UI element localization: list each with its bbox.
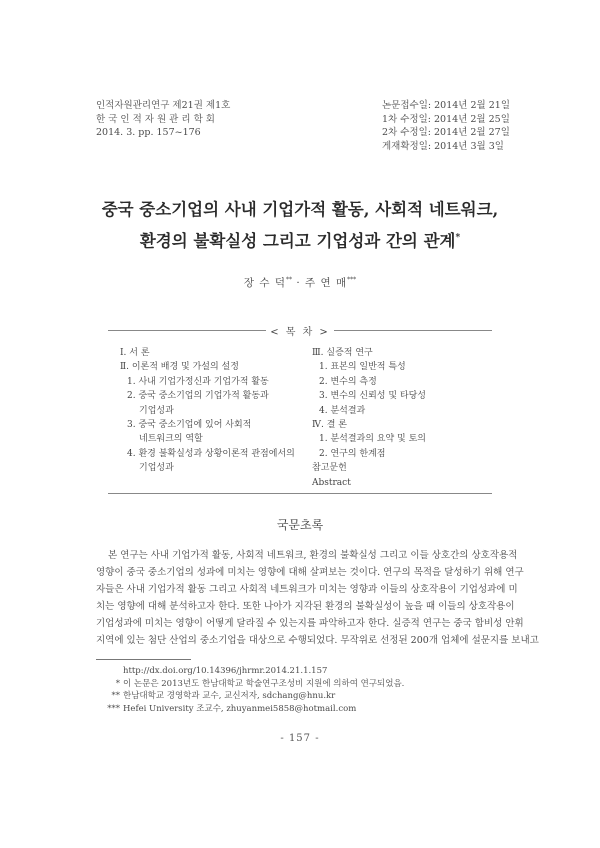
- abstract-line: 자들은 사내 기업가적 활동 그리고 사회적 네트워크가 미치는 영향과 이들의 상호작용이 기업성과에 미: [96, 584, 518, 595]
- date-row: [382, 113, 510, 127]
- toc-item: 3. 변수의 신뢰성 및 타당성: [319, 391, 426, 402]
- abstract-line: 본 연구는 사내 기업가적 활동, 사회적 네트워크, 환경의 불확실성 그리고 이들 상호간의 상호작용적: [108, 550, 518, 561]
- toc-item: 2. 연구의 한계점: [319, 448, 386, 459]
- abstract-line: 기업성과에 미치는 영향이 어떻게 달라질 수 있는지를 파악하고자 한다. 실증적 연구는 중국 합비성 안휘: [96, 618, 524, 629]
- toc-item: 기업성과: [139, 405, 174, 416]
- journal-name: 인적자원관리연구 제21권 제1호: [96, 100, 231, 111]
- toc-left-column: [120, 346, 310, 476]
- footnote-author-2: [96, 703, 404, 716]
- toc-item: 1. 분석결과의 요약 및 토의: [319, 434, 426, 445]
- journal-info: [96, 99, 230, 140]
- toc-item: 기업성과: [139, 463, 174, 474]
- toc-item: Abstract: [312, 477, 351, 488]
- date-value: 2014년 3월 3일: [434, 140, 504, 152]
- footnote-mark: *: [115, 678, 120, 689]
- toc-item: 3. 중국 중소기업에 있어 사회적: [127, 420, 252, 431]
- toc-item: Ⅰ. 서 론: [120, 348, 150, 358]
- toc-item: 4. 환경 불확실성과 상황이론적 관점에서의: [127, 448, 295, 459]
- title-footnote-mark: *: [455, 233, 461, 243]
- abstract-heading: 국문초록: [276, 518, 324, 532]
- date-label: 2차 수정일:: [382, 127, 431, 138]
- abstract-line: 치는 영향에 대해 분석하고자 한다. 또한 나아가 지각된 환경의 불확실성이 높을 때 이들의 상호작용이: [96, 601, 515, 612]
- toc-item: Ⅲ. 실증적 연구: [312, 348, 373, 358]
- toc-item: Ⅳ. 결 론: [312, 420, 347, 431]
- date-row: [382, 140, 510, 154]
- footnote-funding: [96, 678, 404, 691]
- footnote-mark: ***: [107, 703, 120, 714]
- date-label: 1차 수정일:: [382, 113, 431, 125]
- issue-pages: 2014. 3. pp. 157~176: [96, 127, 201, 138]
- toc-item: 1. 사내 기업가정신과 기업가적 활동: [127, 376, 269, 387]
- toc-heading: < 목 차 >: [266, 323, 334, 338]
- title-line-2: 환경의 불확실성 그리고 기업성과 간의 관계*: [139, 231, 461, 251]
- abstract-line: 지역에 있는 첨단 산업의 중소기업을 대상으로 수행되었다. 무작위로 선정된 200개 업체에 설문지를 보내고: [96, 635, 539, 646]
- toc-item: 1. 표본의 일반적 특성: [319, 362, 406, 373]
- footnotes: [96, 665, 404, 715]
- date-value: 2014년 2월 21일: [434, 100, 511, 111]
- date-row: [382, 126, 510, 140]
- footnote-mark: **: [111, 691, 120, 701]
- page-number: - 157 -: [280, 733, 320, 744]
- society-name: 한 국 인 적 자 원 관 리 학 회: [96, 113, 215, 125]
- author-2: 주 연 매: [305, 277, 348, 289]
- date-row: [382, 99, 510, 113]
- footnote-text: 한남대학교 경영학과 교수, 교신저자, sdchang@hnu.kr: [123, 691, 336, 701]
- toc-item: Ⅱ. 이론적 배경 및 가설의 설정: [120, 362, 239, 373]
- abstract-line: 영향이 중국 중소기업의 성과에 미치는 영향에 대해 살펴보는 것이다. 연구의 목적을 달성하기 위해 연구: [96, 567, 524, 578]
- footnote-text: Hefei University 조교수, zhuyanmei5858@hotmail.com: [123, 703, 357, 714]
- title-line-1: 중국 중소기업의 사내 기업가적 활동, 사회적 네트워크,: [101, 200, 499, 219]
- toc-right-column: [312, 346, 492, 490]
- paper-title: [40, 196, 560, 256]
- abstract-body: [96, 547, 539, 649]
- toc-item: 네트워크의 역할: [139, 434, 203, 445]
- date-value: 2014년 2월 27일: [434, 127, 510, 138]
- date-label: 게재확정일:: [382, 140, 432, 152]
- submission-dates: [382, 99, 510, 153]
- toc-item: 참고문헌: [312, 463, 347, 474]
- author-1: 장 수 덕: [243, 277, 286, 289]
- doi-link[interactable]: http://dx.doi.org/10.14396/jhrmr.2014.21.1.157: [123, 666, 328, 676]
- date-label: 논문접수일:: [382, 100, 432, 111]
- footnote-text: 이 논문은 2013년도 한남대학교 학술연구조성비 지원에 의하여 연구되었음.: [123, 678, 405, 689]
- toc-item: 2. 변수의 측정: [319, 376, 377, 387]
- date-value: 2014년 2월 25일: [434, 113, 510, 125]
- toc-item: 2. 중국 중소기업의 기업가적 활동과: [127, 391, 269, 402]
- author-separator: ·: [296, 277, 301, 289]
- author-list: [40, 275, 560, 290]
- footnote-author-1: [96, 690, 404, 703]
- author-2-mark: ***: [347, 276, 357, 284]
- footnote-doi: [96, 665, 404, 678]
- toc-item: 4. 분석결과: [319, 405, 366, 416]
- footnote-divider: [96, 659, 191, 660]
- author-1-mark: **: [285, 276, 292, 284]
